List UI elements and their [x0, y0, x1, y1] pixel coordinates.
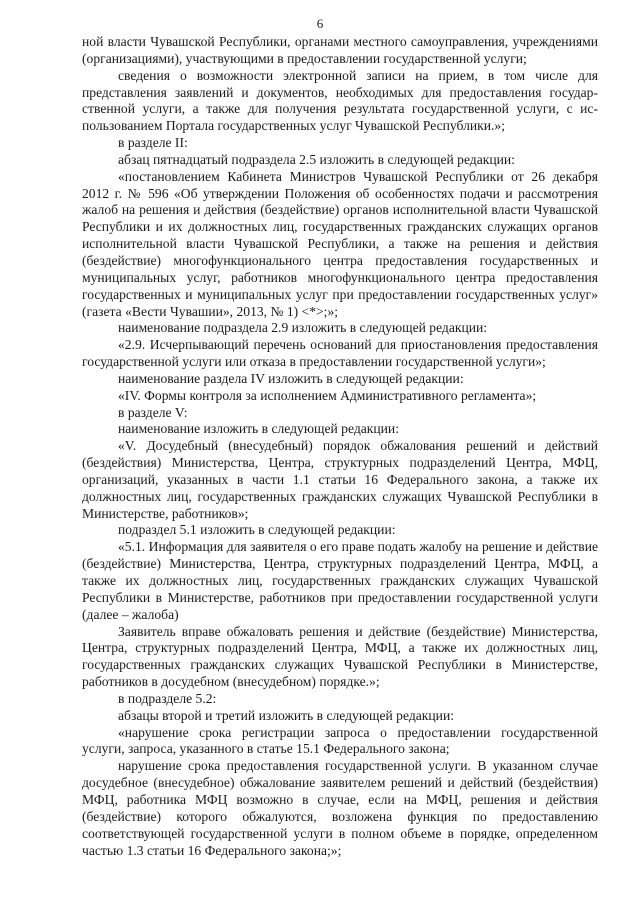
- paragraph: наименование подраздела 2.9 изложить в следующей редакции:: [118, 320, 488, 336]
- paragraph: наименование изложить в следующей редакции:: [118, 421, 399, 437]
- paragraph: «5.1. Информация для заявителя о его праве подать жалобу на решение и действие (бездействие) Министерства, Центра, структурных подразделений Центра, МФЦ, а также их должностных лиц, государственных гражданских служащих Чувашской Республики в Министерстве, работников при предоставлении государственной услуги (далее – жалоба): [82, 539, 598, 622]
- paragraph: «2.9. Исчерпывающий перечень оснований для приостановления предоставления государственной услуги или отказа в предоставлении государственной услуги»;: [82, 337, 598, 370]
- paragraph: Заявитель вправе обжаловать решения и действие (бездействие) Министерства, Центра, структурных подразделений Центра, МФЦ, а также их должностных лиц, государственных гражданских служащих Чувашской Республики в Министерстве, работников в досудебном (внесудебном) порядке.»;: [82, 623, 598, 690]
- paragraph: абзацы второй и третий изложить в следующей редакции:: [118, 707, 454, 723]
- paragraph: подраздел 5.1 изложить в следующей редакции:: [118, 522, 396, 538]
- paragraph: в разделе V:: [118, 404, 188, 420]
- paragraph: сведения о возможности электронной записи на прием, в том числе для представления заявлений и документов, необходимых для предоставления государственной услуги, а также для получения результата государственной услуги, с использованием Портала государственных услуг Чувашской Республики.»;: [82, 67, 598, 134]
- paragraph: «постановлением Кабинета Министров Чувашской Республики от 26 декабря 2012 г. № 596 «Об утверждении Положения об особенностях подачи и рассмотрения жалоб на решения и действия (бездействие) органов исполнительной власти Чувашской Республики и их должностных лиц, государственных гражданских служащих органов исполнительной власти Чувашской Республики, а также на решения и действия (бездействие) многофункционального центра предоставления государственных и муниципальных услуг, работников многофункционального центра предоставления государственных и муниципальных услуг при предоставлении государственных услуг» (газета «Вести Чувашии», 2013, № 1) <*>;»;: [82, 168, 598, 319]
- paragraph: в разделе II:: [118, 135, 188, 151]
- paragraph: «V. Досудебный (внесудебный) порядок обжалования решений и действий (бездействия) Министерства, Центра, структурных подразделений Центра, МФЦ, организаций, указанных в части 1.1 статьи 16 Федерального закона, а также их должностных лиц, государственных гражданских служащих Чувашской Республики в Министерстве, работников»;: [82, 438, 598, 521]
- paragraph: ной власти Чувашской Республики, органами местного самоуправления, учреждениями (организациями), участвующими в предоставлении государственной услуги;: [82, 34, 598, 66]
- page-number: 6: [316, 16, 324, 31]
- paragraph: абзац пятнадцатый подраздела 2.5 изложить в следующей редакции:: [118, 151, 515, 167]
- paragraph: «нарушение срока регистрации запроса о предоставлении государственной услуги, запроса, указанного в статье 15.1 Федерального закона;: [82, 724, 598, 757]
- paragraph: наименование раздела IV изложить в следующей редакции:: [118, 370, 464, 386]
- paragraph: в подразделе 5.2:: [118, 690, 217, 706]
- document-body: [82, 34, 598, 859]
- paragraph: нарушение срока предоставления государственной услуги. В указанном случае досудебное (внесудебное) обжалование заявителем решений и действий (бездействия) МФЦ, работника МФЦ возможно в случае, если на МФЦ, решения и действия (бездействие) которого обжалуются, возложена функция по предоставлению соответствующей государственной услуги в полном объеме в порядке, определенном частью 1.3 статьи 16 Федерального закона;»;: [82, 758, 598, 858]
- paragraph: «IV. Формы контроля за исполнением Административного регламента»;: [118, 387, 537, 403]
